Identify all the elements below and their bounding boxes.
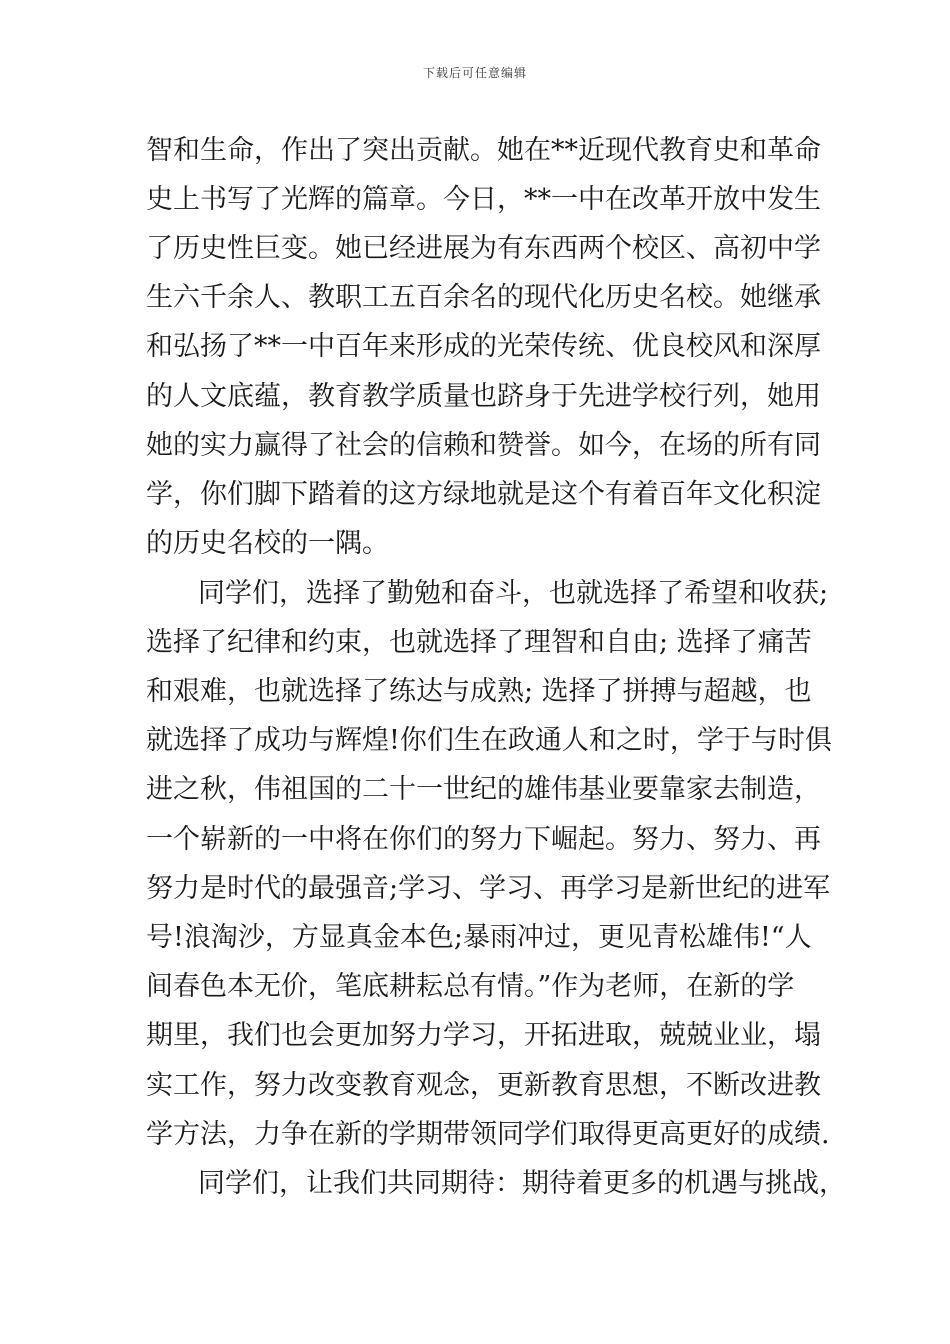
text-line: 生六千余人、教职工五百余名的现代化历史名校。她继承 xyxy=(146,282,821,313)
text-line: 号!浪淘沙，方显真金本色;暴雨冲过，更见青松雄伟!“人 xyxy=(146,922,812,953)
text-line: 学，你们脚下踏着的这方绿地就是这个有着百年文化积淀 xyxy=(146,479,821,510)
text-line: 实工作，努力改变教育观念，更新教育思想，不断改进教 xyxy=(146,1070,821,1101)
text-line: 选择了纪律和约束，也就选择了理智和自由; 选择了痛苦 xyxy=(146,627,812,658)
text-line: 智和生命，作出了突出贡献。她在**近现代教育史和革命 xyxy=(146,135,821,166)
text-line: 间春色本无价，笔底耕耘总有情。”作为老师，在新的学 xyxy=(146,971,795,1002)
paragraph-first-line: 同学们，让我们共同期待：期待着更多的机遇与挑战， xyxy=(198,1168,846,1199)
text-line: 史上书写了光辉的篇章。今日，**一中在改革开放中发生 xyxy=(146,184,821,215)
text-line: 进之秋，伟祖国的二十一世纪的雄伟基业要靠家去制造， xyxy=(146,774,821,805)
text-line: 的人文底蕴，教育教学质量也跻身于先进学校行列，她用 xyxy=(146,381,821,412)
text-line: 一个崭新的一中将在你们的努力下崛起。努力、努力、再 xyxy=(146,824,821,855)
text-line: 努力是时代的最强音;学习、学习、再学习是新世纪的进军 xyxy=(146,873,831,904)
paragraph-first-line: 同学们，选择了勤勉和奋斗，也就选择了希望和收获; xyxy=(198,578,829,609)
text-line: 和艰难，也就选择了练达与成熟; 选择了拼搏与超越，也 xyxy=(146,676,812,707)
page-header: 下载后可任意编辑 xyxy=(422,66,527,80)
text-line: 期里，我们也会更加努力学习，开拓进取，兢兢业业，塌 xyxy=(146,1020,821,1051)
text-line: 了历史性巨变。她已经进展为有东西两个校区、高初中学 xyxy=(146,233,821,264)
text-line: 的历史名校的一隅。 xyxy=(146,528,389,559)
text-line: 就选择了成功与辉煌!你们生在政通人和之时，学于与时俱 xyxy=(146,725,832,756)
text-line: 学方法，力争在新的学期带领同学们取得更高更好的成绩. xyxy=(146,1119,830,1150)
text-line: 和弘扬了**一中百年来形成的光荣传统、优良校风和深厚 xyxy=(146,331,821,362)
text-line: 她的实力赢得了社会的信赖和赞誉。如今，在场的所有同 xyxy=(146,430,821,461)
